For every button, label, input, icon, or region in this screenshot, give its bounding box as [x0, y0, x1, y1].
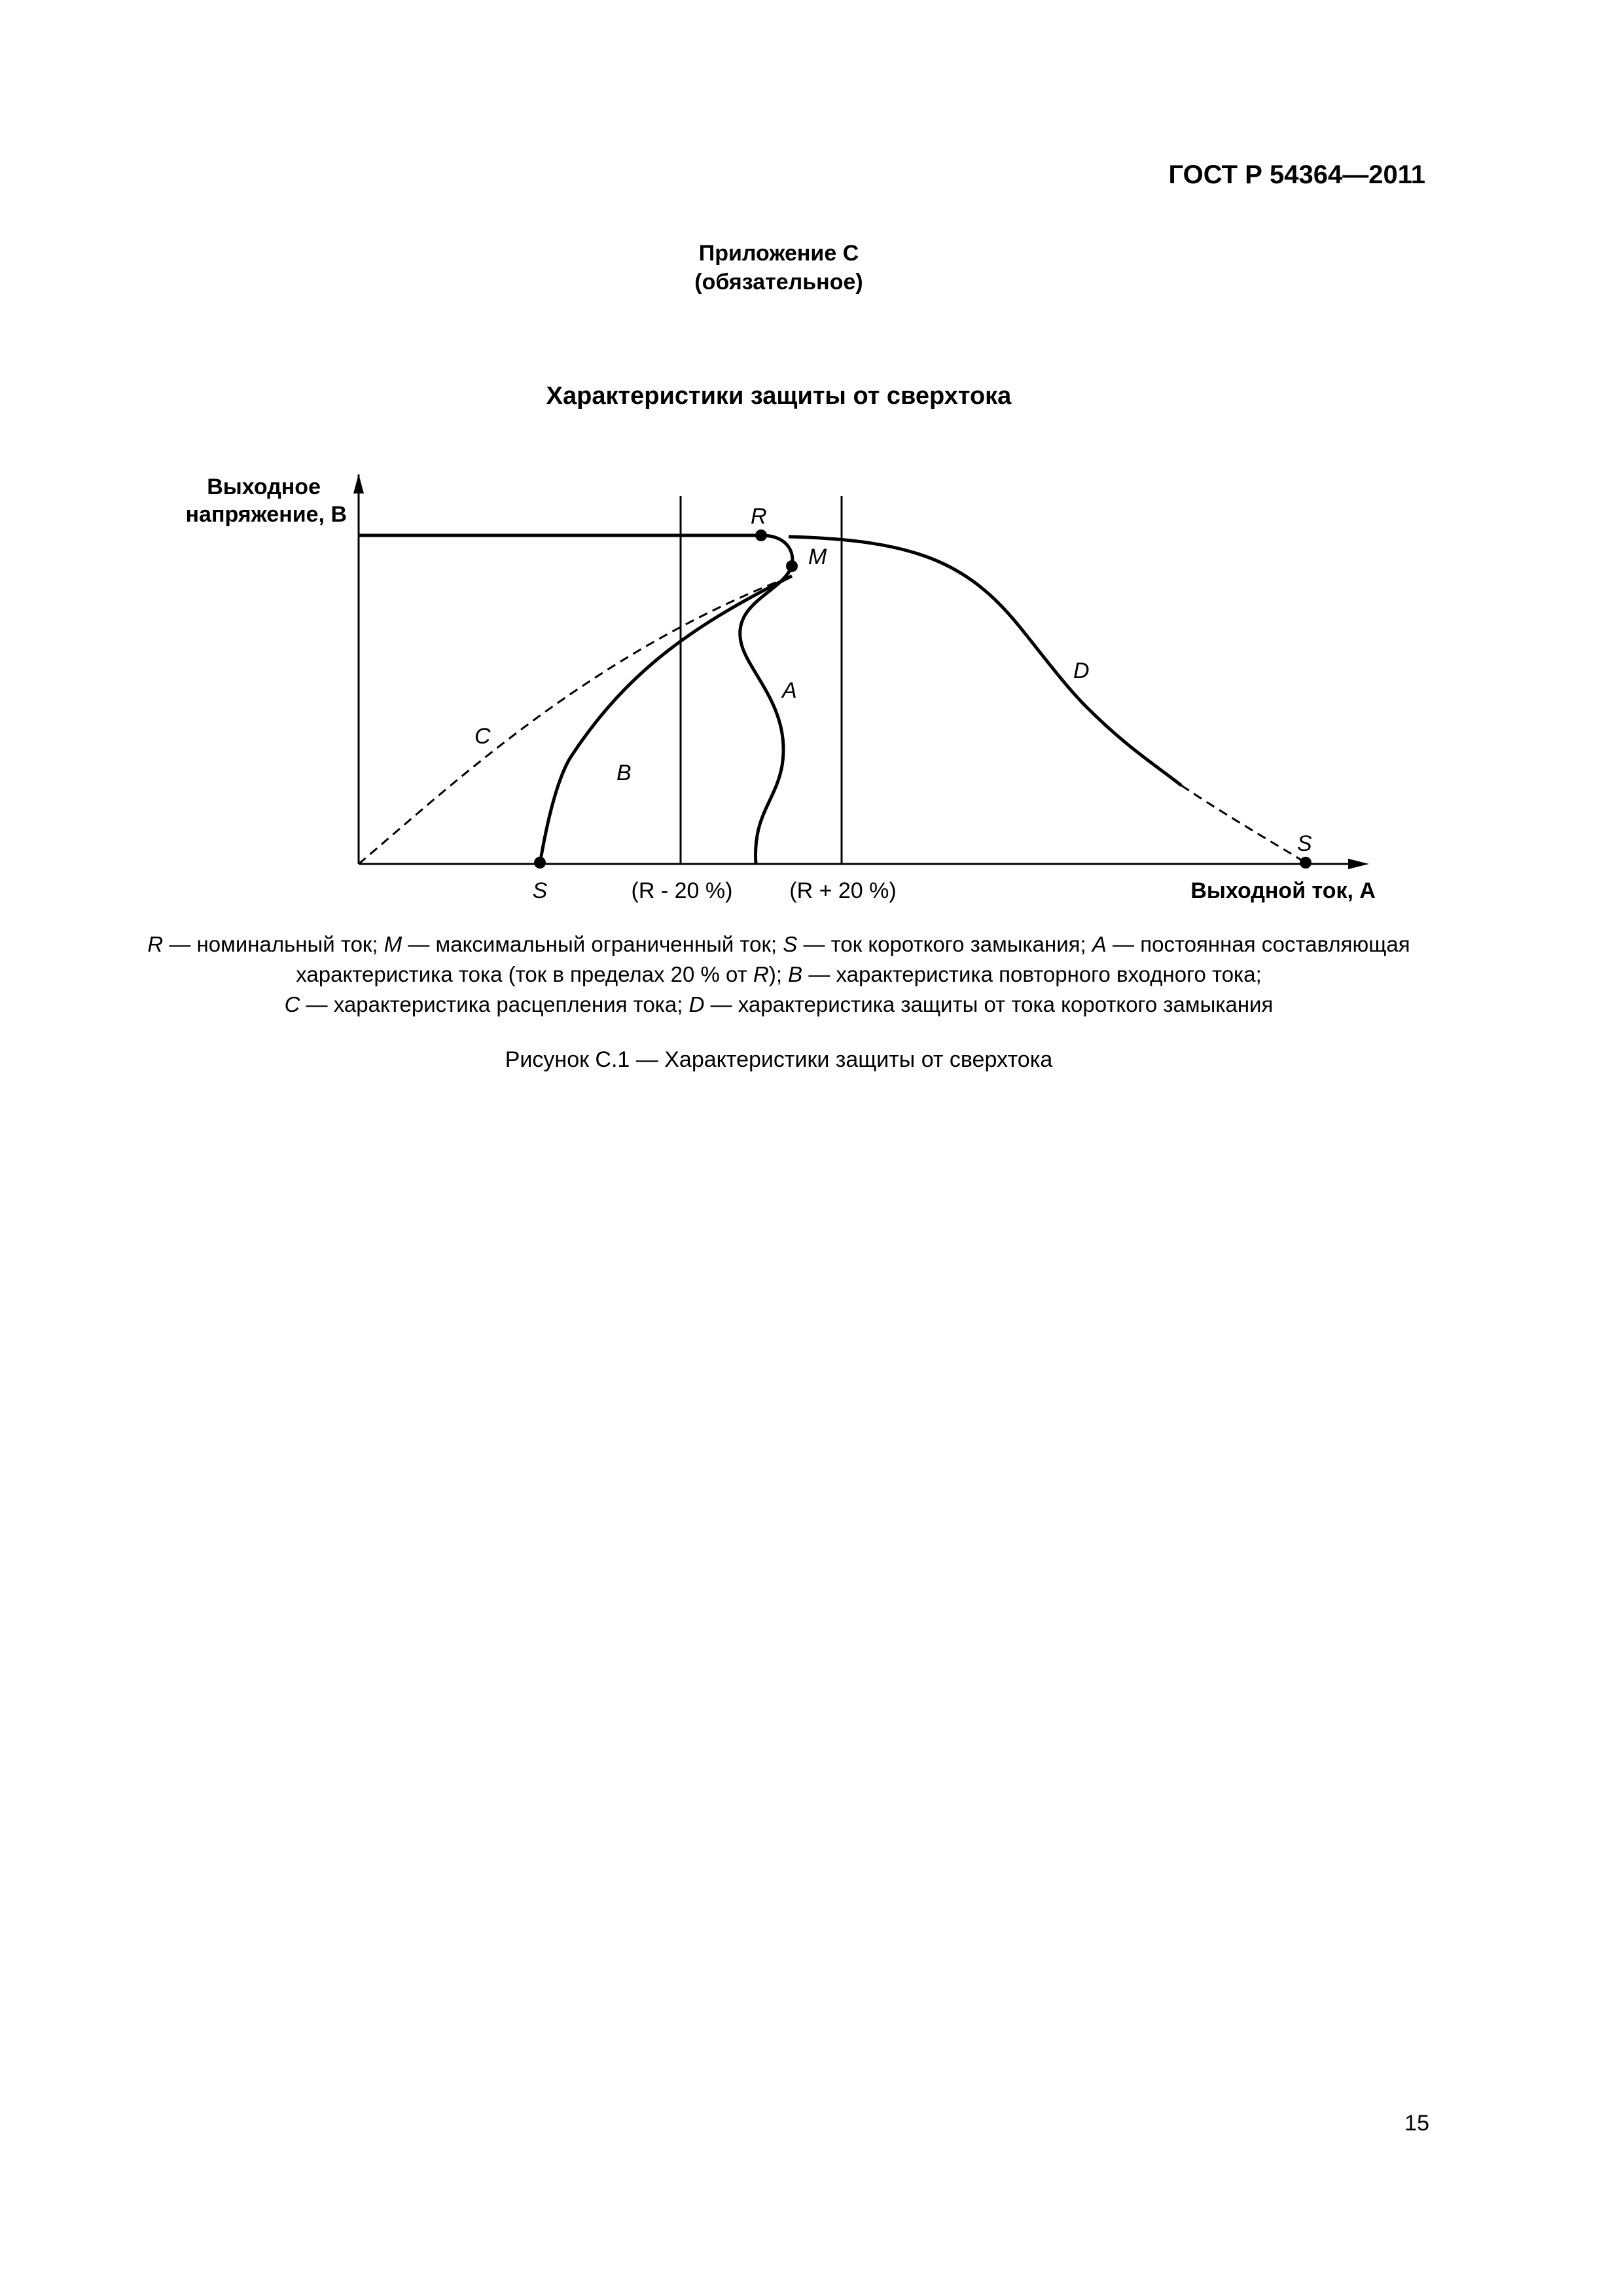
- label-s-right: S: [1297, 831, 1312, 856]
- legend-sym-m: M: [383, 932, 402, 956]
- y-axis-arrow: [353, 474, 364, 493]
- legend-text-s: — ток короткого замыкания;: [797, 932, 1092, 956]
- annex-title: Приложение С: [698, 241, 859, 266]
- r-to-m-curve: [761, 535, 793, 566]
- legend-text-m: — максимальный ограниченный ток;: [402, 932, 783, 956]
- curve-c: [359, 576, 792, 864]
- legend-text-a: — постоянная составляющая характеристика тока (ток в пределах 20 % от: [296, 932, 1410, 986]
- legend-text-r: — номинальный ток;: [163, 932, 384, 956]
- legend-text-d: — характеристика защиты от тока короткого замыкания: [704, 992, 1274, 1016]
- curve-b: [540, 576, 792, 864]
- legend-sym-s: S: [783, 932, 798, 956]
- curve-d-dashed: [1181, 785, 1306, 863]
- label-curve-d: D: [1073, 658, 1090, 683]
- legend-text-c: — характеристика расцепления тока;: [300, 992, 689, 1016]
- point-s-right: [1300, 857, 1311, 869]
- overcurrent-characteristics-chart: [0, 0, 1623, 916]
- legend-sym-c: C: [284, 992, 300, 1016]
- x-tick-s: S: [532, 878, 548, 903]
- legend-sym-r: R: [147, 932, 164, 956]
- y-axis-label-line2: напряжение, В: [185, 502, 347, 527]
- label-m: M: [808, 545, 827, 569]
- point-s-left: [534, 857, 546, 869]
- y-axis-label-line1: Выходное: [207, 475, 321, 499]
- label-curve-a: A: [782, 678, 797, 703]
- page-number: 15: [1404, 2111, 1429, 2136]
- label-curve-b: B: [616, 761, 632, 785]
- legend-sym-b: B: [788, 962, 803, 986]
- x-axis-arrow: [1348, 859, 1369, 869]
- label-curve-c: C: [474, 724, 491, 749]
- x-tick-r-plus-20: (R + 20 %): [789, 878, 897, 903]
- legend-text-r2: );: [768, 962, 789, 986]
- legend-text-b: — характеристика повторного входного тока;: [802, 962, 1262, 986]
- label-r: R: [751, 504, 767, 529]
- legend-sym-a: A: [1092, 932, 1107, 956]
- figure-legend: [131, 929, 1427, 1020]
- x-tick-r-minus-20: (R - 20 %): [631, 878, 733, 903]
- figure-caption: Рисунок С.1 — Характеристики защиты от сверхтока: [505, 1047, 1053, 1072]
- point-r: [755, 529, 767, 541]
- legend-sym-d: D: [688, 992, 705, 1016]
- curve-a: [740, 566, 792, 864]
- curve-d-solid: [789, 537, 1181, 785]
- standard-code: ГОСТ Р 54364—2011: [1168, 160, 1425, 189]
- x-axis-label: Выходной ток, А: [1190, 878, 1376, 903]
- legend-sym-r2: R: [753, 962, 769, 986]
- section-title: Характеристики защиты от сверхтока: [546, 382, 1012, 410]
- point-m: [786, 560, 798, 572]
- annex-status: (обязательное): [694, 270, 863, 295]
